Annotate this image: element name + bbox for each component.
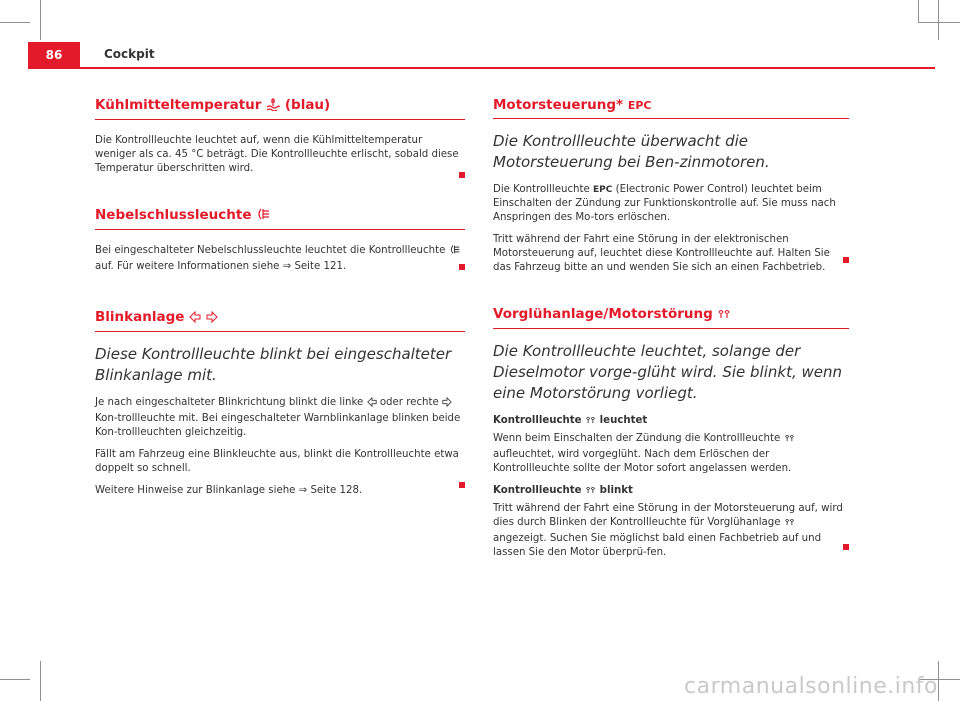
header-rule xyxy=(28,67,935,69)
epc-icon: EPC xyxy=(593,185,613,195)
glow-plug-icon xyxy=(585,415,596,430)
glow-title-text: Vorglühanlage/Motorstörung xyxy=(493,306,713,322)
crop-mark xyxy=(0,679,30,680)
section-end-mark xyxy=(843,257,849,263)
rear-fog-light-icon xyxy=(256,207,270,226)
epc-icon: EPC xyxy=(627,99,652,112)
section-end-mark xyxy=(459,172,465,178)
epc-title-text: Motorsteuerung* xyxy=(493,97,624,113)
glow-lead: Die Kontrollleuchte leuchtet, solange der Dieselmotor vorge-glüht wird. Sie blinkt, wenn eine Motorstörung vorliegt. xyxy=(493,342,842,402)
coolant-title-text: Kühlmitteltemperatur xyxy=(95,97,262,113)
watermark: carmanualsonline.info xyxy=(684,674,938,699)
blink-title-text: Blinkanlage xyxy=(95,309,185,325)
fog-text xyxy=(95,244,465,274)
crop-mark xyxy=(0,22,30,23)
chapter-title: Cockpit xyxy=(104,47,155,61)
turn-right-arrow-icon xyxy=(206,310,218,328)
section-title-blink xyxy=(95,308,465,332)
section-end-mark xyxy=(459,482,465,488)
blink-lead: Diese Kontrollleuchte blinkt bei eingeschalteter Blinkanlage mit. xyxy=(95,345,452,384)
fog-title-text: Nebelschlussleuchte xyxy=(95,207,252,223)
section-title-glow xyxy=(493,305,849,329)
glow-sub1-a: Kontrollleuchte xyxy=(493,415,582,426)
glow-subheading-1 xyxy=(493,414,849,430)
blink-p1-b: oder rechte xyxy=(379,397,439,408)
left-column xyxy=(95,96,465,506)
section-title-coolant xyxy=(95,96,465,120)
section-fog xyxy=(95,206,465,274)
epc-paragraph-1 xyxy=(493,183,849,225)
turn-left-arrow-icon xyxy=(367,397,377,412)
glow-sub2-a: Kontrollleuchte xyxy=(493,485,582,496)
crop-mark xyxy=(938,661,939,701)
section-glow xyxy=(493,305,849,560)
epc-paragraph-2: Tritt während der Fahrt eine Störung in der elektronischen Motorsteuerung auf, leuchtet diese Kontrollleuchte auf. Halten Sie das Fahrzeug bitte an und wenden Sie sich an einen Fachbetrieb. xyxy=(493,234,830,273)
turn-left-arrow-icon xyxy=(189,310,201,328)
glow-subheading-2 xyxy=(493,484,849,500)
section-end-mark xyxy=(459,264,465,270)
fog-text-b: auf. Für weitere Informationen siehe ⇒ Seite 121. xyxy=(95,261,347,272)
epc-p1-b: (Electronic Power Control) leuchtet beim Einschalten der Zündung zur Funktionskontrolle auf. Sie muss nach Anspringen des Mo-tors erlöschen. xyxy=(493,184,836,223)
blink-p1-a: Je nach eingeschalteter Blinkrichtung blinkt die linke xyxy=(95,397,364,408)
glow-plug-icon xyxy=(717,307,731,325)
glow-paragraph-2 xyxy=(493,502,849,560)
crop-mark xyxy=(40,0,41,40)
section-title-epc xyxy=(493,96,849,119)
crop-mark xyxy=(938,0,939,40)
section-epc xyxy=(493,96,849,275)
crop-mark xyxy=(918,22,960,23)
fog-text-a: Bei eingeschalteter Nebelschlussleuchte leuchtet die Kontrollleuchte xyxy=(95,245,446,256)
turn-right-arrow-icon xyxy=(442,397,452,412)
glow-p2-b: angezeigt. Suchen Sie möglichst bald einen Fachbetrieb auf und lassen Sie den Motor überprü-fen. xyxy=(493,533,822,558)
page-number: 86 xyxy=(28,42,80,68)
rear-fog-light-icon xyxy=(449,244,460,260)
coolant-title-suffix: (blau) xyxy=(284,97,331,113)
coolant-text: Die Kontrollleuchte leuchtet auf, wenn die Kühlmitteltemperatur weniger als ca. 45 °C beträgt. Die Kontrollleuchte erlischt, sobald diese Temperatur überschritten wird. xyxy=(95,135,459,174)
glow-plug-icon xyxy=(784,433,795,448)
section-coolant xyxy=(95,96,465,176)
section-blink xyxy=(95,308,465,498)
glow-sub1-b: leuchtet xyxy=(599,415,648,426)
glow-plug-icon xyxy=(784,517,795,532)
glow-paragraph-1 xyxy=(493,432,849,476)
crop-mark xyxy=(40,661,41,701)
right-column xyxy=(493,96,849,568)
blink-paragraph-2: Fällt am Fahrzeug eine Blinkleuchte aus, blinkt die Kontrollleuchte etwa doppelt so schnell. xyxy=(95,449,459,474)
blink-paragraph-3: Weitere Hinweise zur Blinkanlage siehe ⇒ Seite 128. xyxy=(95,485,363,496)
glow-p1-a: Wenn beim Einschalten der Zündung die Kontrollleuchte xyxy=(493,433,781,444)
epc-lead: Die Kontrollleuchte überwacht die Motorsteuerung bei Ben-zinmotoren. xyxy=(493,132,770,171)
glow-plug-icon xyxy=(585,485,596,500)
section-title-fog xyxy=(95,206,465,230)
section-end-mark xyxy=(843,544,849,550)
blink-paragraph-1 xyxy=(95,396,465,440)
blink-p1-c: Kon-trollleuchte mit. Bei eingeschalteter Warnblinkanlage blinken beide Kon-trollleuchten gleichzeitig. xyxy=(95,413,461,438)
glow-sub2-b: blinkt xyxy=(599,485,633,496)
glow-p1-b: aufleuchtet, wird vorgeglüht. Nach dem Erlöschen der Kontrollleuchte sollte der Motor sofort angelassen werden. xyxy=(493,449,792,474)
glow-p2-a: Tritt während der Fahrt eine Störung in der Motorsteuerung auf, wird dies durch Blinken der Kontrollleuchte für Vorglühanlage xyxy=(493,503,843,528)
crop-mark xyxy=(918,0,919,22)
coolant-temperature-icon xyxy=(266,97,280,116)
epc-p1-a: Die Kontrollleuchte xyxy=(493,184,590,195)
